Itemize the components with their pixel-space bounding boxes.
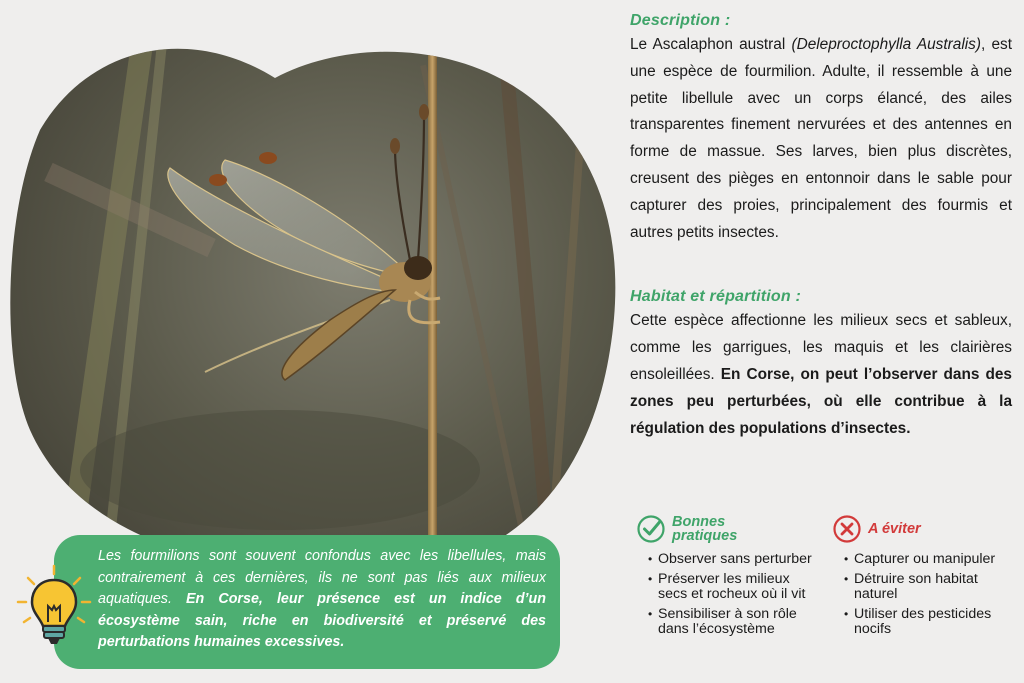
tip-text xyxy=(98,546,546,654)
good-practices-title: Bonnes pratiques xyxy=(672,514,738,544)
cross-circle-icon xyxy=(832,514,862,544)
list-item: • Utiliser des pesticides nocifs xyxy=(832,607,1022,638)
avoid-list xyxy=(832,552,1022,638)
tip-box xyxy=(54,535,560,669)
description-text xyxy=(630,32,1012,246)
check-circle-icon xyxy=(636,514,666,544)
list-item: • Sensibiliser à son rôle dans l’écosystème xyxy=(636,607,821,638)
habitat-body: Cette espèce affectionne les milieux secs et sableux, comme les garrigues, les maquis et les clairières ensoleillées. xyxy=(630,312,1012,383)
avoid-practices xyxy=(832,512,1022,642)
habitat-section xyxy=(630,288,1012,442)
good-practices-header xyxy=(636,512,821,546)
tip-highlight: En Corse, leur présence est un indice d’un écosystème sain, riche en biodiversité et préservé des perturbations humaines excessives. xyxy=(98,591,546,651)
description-title: Description : xyxy=(630,12,731,29)
list-item: • Détruire son habitat naturel xyxy=(832,572,1022,603)
description-intro: Le Ascalaphon austral xyxy=(630,36,792,53)
description-body: , est une espèce de fourmilion. Adulte, il ressemble à une petite libellule avec un corps élancé, des ailes transparentes finement nervurées et des antennes en forme de massue. Ses larves, bien plus discrètes, creusent des pièges en entonnoir dans le sable pour capturer des proies, principalement des fourmis et autres petits insectes. xyxy=(630,36,1012,241)
list-item: • Observer sans perturber xyxy=(636,552,821,568)
practices-panel xyxy=(632,512,1022,672)
good-practices xyxy=(636,512,821,642)
lightbulb-icon xyxy=(14,562,94,652)
habitat-highlight: En Corse, on peut l’observer dans des zones peu perturbées, où elle contribue à la régulation des populations d’insectes. xyxy=(630,365,1012,437)
list-item: • Préserver les milieux secs et rocheux où il vit xyxy=(636,572,821,603)
habitat-text xyxy=(630,308,1012,442)
tip-body: Les fourmilions sont souvent confondus avec les libellules, mais contrairement à ces dernières, ils ne sont pas liés aux milieux aquatiques. xyxy=(98,548,546,608)
latin-name: (Deleproctophylla Australis) xyxy=(791,36,981,53)
info-column xyxy=(630,12,1012,442)
good-practices-list xyxy=(636,552,821,638)
list-item: • Capturer ou manipuler xyxy=(832,552,1022,568)
avoid-header xyxy=(832,512,1022,546)
avoid-title: A éviter xyxy=(868,521,921,537)
habitat-title: Habitat et répartition : xyxy=(630,288,802,306)
